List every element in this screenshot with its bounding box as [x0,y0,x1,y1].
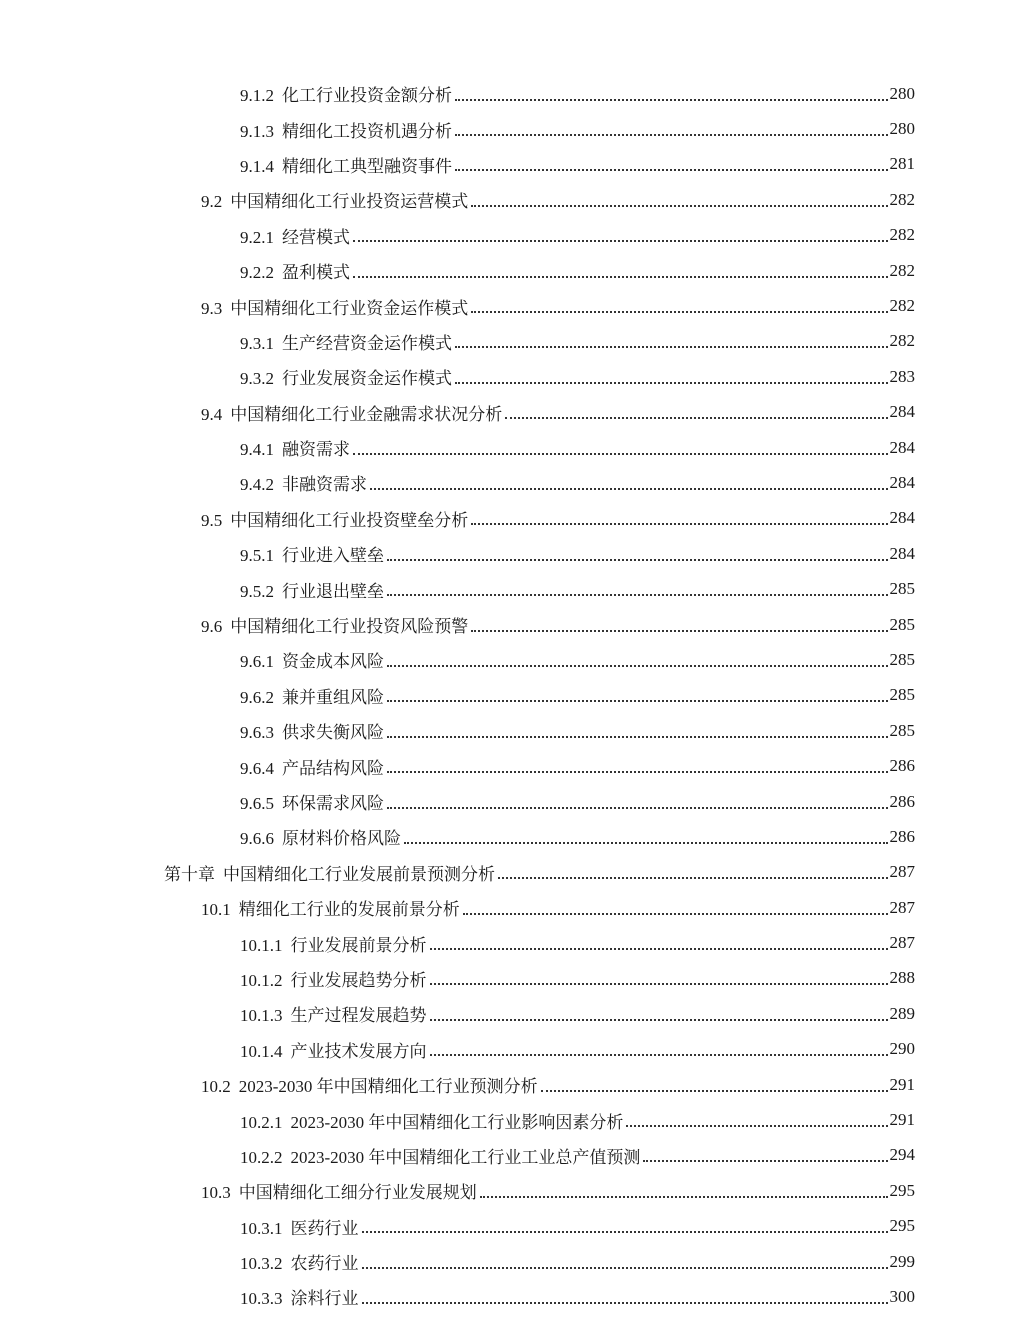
toc-entry-title: 精细化工典型融资事件 [282,156,452,176]
toc-page-number: 282 [889,331,915,351]
toc-entry-number: 9.2 [201,192,223,212]
toc-entry-heading [201,1072,538,1097]
toc-entry[interactable] [0,996,1031,1031]
toc-dot-leader [387,665,888,667]
toc-page-number: 280 [889,119,915,139]
toc-dot-leader [387,559,888,561]
toc-entry[interactable] [0,748,1031,783]
toc-entry[interactable] [0,1279,1031,1314]
toc-entry-number: 9.6.3 [240,723,274,743]
toc-entry-heading [240,470,367,495]
toc-entry[interactable] [0,1032,1031,1067]
toc-page-number: 300 [889,1286,915,1306]
toc-entry-number: 9.6.6 [240,829,274,849]
toc-entry[interactable] [0,571,1031,606]
toc-dot-leader [353,453,888,455]
toc-dot-leader [387,771,888,773]
toc-entry-number: 9.6.5 [240,794,274,813]
toc-dot-leader [480,1196,888,1198]
toc-entry-title: 行业发展趋势分析 [290,970,427,990]
toc-entry-heading [240,1108,623,1133]
toc-entry-number: 10.1.4 [240,1041,283,1061]
toc-dot-leader [455,346,888,348]
toc-entry-heading [240,577,384,602]
toc-entry[interactable] [0,111,1031,146]
toc-page-number: 299 [889,1251,915,1271]
toc-entry-heading [201,294,468,319]
toc-page-number: 288 [889,968,915,988]
toc-entry[interactable] [0,1138,1031,1173]
toc-entry[interactable] [0,713,1031,748]
toc-entry-number: 9.3.2 [240,369,274,389]
toc-entry-heading [201,895,460,920]
toc-page-number: 286 [889,826,915,846]
toc-entry-number: 10.3.1 [240,1218,283,1238]
toc-entry-heading [240,824,401,849]
toc-dot-leader [430,1054,888,1056]
toc-entry-heading [201,187,468,212]
toc-entry-heading [240,329,452,354]
toc-entry-number: 10.3.3 [240,1289,283,1309]
toc-dot-leader [430,1019,888,1021]
toc-dot-leader [362,1231,888,1233]
toc-entry-title: 涂料行业 [290,1289,359,1309]
toc-entry-heading [240,152,452,177]
toc-entry-title: 生产过程发展趋势 [290,1006,427,1026]
toc-entry-title: 产业技术发展方向 [290,1041,427,1061]
toc-entry-heading [164,860,495,885]
toc-entry-title: 医药行业 [290,1218,359,1238]
toc-entry-number: 9.3 [201,298,223,318]
toc-dot-leader [387,736,888,738]
toc-entry-title: 供求失衡风险 [282,723,384,743]
toc-page-number: 285 [889,720,915,740]
toc-entry-number: 9.6.1 [240,652,274,672]
toc-entry-title: 精细化工行业的发展前景分析 [238,900,460,920]
toc-entry-title: 2023-2030 年中国精细化工行业影响因素分析 [290,1112,624,1132]
toc-entry-title: 中国精细化工行业投资壁垒分析 [230,510,469,530]
toc-entry-title: 非融资需求 [282,475,367,495]
toc-entry-title: 兼并重组风险 [282,687,384,707]
toc-page-number: 282 [889,225,915,245]
toc-page-number: 286 [889,756,915,776]
toc-entry-heading [201,506,468,531]
toc-dot-leader [353,276,888,278]
toc-entry-heading [240,931,427,956]
toc-entry-title: 资金成本风险 [282,652,384,672]
toc-dot-leader [463,913,888,915]
toc-entry-heading [240,647,384,672]
toc-entry-title: 中国精细化工细分行业发展规划 [238,1183,477,1203]
toc-entry-title: 中国精细化工行业投资风险预警 [230,617,469,637]
toc-entry[interactable] [0,76,1031,111]
toc-page-number: 295 [889,1216,915,1236]
toc-entry[interactable] [0,678,1031,713]
toc-entry-title: 生产经营资金运作模式 [282,333,452,353]
toc-entry[interactable] [0,253,1031,288]
toc-entry[interactable] [0,324,1031,359]
toc-entry-title: 精细化工投资机遇分析 [282,121,452,141]
toc-entry-number: 9.1.4 [240,156,274,176]
toc-dot-leader [626,1125,887,1127]
toc-dot-leader [455,169,888,171]
toc-entry[interactable] [0,218,1031,253]
toc-dot-leader [455,134,888,136]
toc-page-number: 291 [889,1074,915,1094]
toc-entry-heading [240,1143,640,1168]
toc-entry-number: 10.2.2 [240,1147,283,1167]
toc-entry-number: 9.5.2 [240,581,274,601]
toc-dot-leader [471,205,887,207]
toc-dot-leader [541,1090,888,1092]
toc-entry-number: 9.2.1 [240,227,274,247]
toc-page-number: 287 [889,897,915,917]
toc-dot-leader [471,630,887,632]
toc-entry-number: 10.2.1 [240,1112,283,1132]
toc-entry[interactable] [0,1102,1031,1137]
toc-entry-title: 中国精细化工行业资金运作模式 [230,298,469,318]
toc-entry-title: 盈利模式 [282,263,350,283]
toc-entry[interactable] [0,855,1031,890]
toc-entry-heading [240,81,452,106]
toc-dot-leader [387,594,888,596]
toc-page-number: 284 [889,508,915,528]
toc-entry-number: 9.3.1 [240,333,274,353]
toc-entry-heading [240,754,384,779]
toc-entry-title: 中国精细化工行业金融需求状况分析 [230,404,503,424]
toc-page-number: 290 [889,1039,915,1059]
toc-entry[interactable] [0,359,1031,394]
toc-entry-number: 10.2 [201,1077,231,1097]
toc-page-number: 294 [889,1145,915,1165]
toc-entry-heading [240,117,452,142]
toc-dot-leader [505,417,887,419]
toc-entry-heading [240,718,384,743]
toc-entry[interactable] [0,890,1031,925]
toc-dot-leader [353,240,888,242]
toc-entry-heading [240,683,384,708]
toc-entry-heading [240,435,350,460]
toc-page-number: 284 [889,402,915,422]
toc-entry-heading [240,1284,359,1309]
toc-entry-title: 经营模式 [282,227,350,247]
toc-page-number: 286 [889,791,915,811]
toc-entry-heading [240,223,350,248]
toc-dot-leader [370,488,888,490]
toc-entry-title: 中国精细化工行业发展前景预测分析 [223,864,495,884]
toc-page-number: 284 [889,437,915,457]
toc-page-number: 295 [889,1180,915,1200]
toc-entry-number: 10.3.2 [240,1254,283,1274]
toc-entry[interactable] [0,1173,1031,1208]
toc-entry-heading [201,400,502,425]
toc-page-number: 289 [889,1003,915,1023]
toc-entry[interactable] [0,147,1031,182]
toc-page-number: 283 [889,366,915,386]
toc-dot-leader [455,382,888,384]
toc-entry-number: 10.1 [201,900,231,920]
toc-entry-number: 10.1.1 [240,935,283,955]
toc-page-number: 285 [889,614,915,634]
toc-dot-leader [430,983,888,985]
toc-entry[interactable] [0,1244,1031,1279]
toc-entry-number: 第十章 [164,864,215,884]
toc-entry-heading [240,1214,359,1239]
toc-entry-heading [240,789,384,814]
toc-page-number: 284 [889,543,915,563]
toc-page-number: 282 [889,296,915,316]
toc-page-number: 284 [889,472,915,492]
toc-entry-heading [240,258,350,283]
toc-entry[interactable] [0,288,1031,323]
toc-entry-title: 2023-2030 年中国精细化工行业预测分析 [238,1077,538,1097]
toc-page-number: 287 [889,933,915,953]
toc-entry[interactable] [0,536,1031,571]
toc-dot-leader [471,311,887,313]
toc-entry-number: 9.4 [201,404,223,424]
toc-page-number: 282 [889,189,915,209]
toc-entry-number: 9.6 [201,617,223,637]
toc-entry-title: 原材料价格风险 [282,829,401,849]
toc-entry-number: 9.4.1 [240,440,274,460]
toc-entry-title: 行业进入壁垒 [282,546,384,566]
toc-page-number: 285 [889,649,915,669]
toc-entry[interactable] [0,925,1031,960]
toc-entry-number: 10.1.3 [240,1006,283,1026]
toc-entry[interactable] [0,1067,1031,1102]
toc-dot-leader [498,877,888,879]
table-of-contents [0,76,1031,1315]
toc-entry[interactable] [0,501,1031,536]
toc-entry-title: 融资需求 [282,440,350,460]
toc-entry-heading [240,1037,427,1062]
toc-dot-leader [455,99,888,101]
toc-page-number: 280 [889,83,915,103]
toc-entry-title: 2023-2030 年中国精细化工行业工业总产值预测 [290,1147,641,1167]
toc-dot-leader [362,1267,888,1269]
toc-entry-number: 9.6.4 [240,758,274,778]
toc-entry-number: 9.1.2 [240,86,274,106]
toc-entry-heading [201,612,468,637]
toc-entry-number: 10.1.2 [240,970,283,990]
toc-entry[interactable] [0,819,1031,854]
toc-dot-leader [362,1302,888,1304]
toc-entry[interactable] [0,784,1031,819]
toc-page-number: 281 [889,154,915,174]
toc-page-number: 287 [889,862,915,882]
toc-entry-title: 环保需求风险 [282,794,384,813]
toc-entry-number: 9.6.2 [240,687,274,707]
toc-entry-title: 行业退出壁垒 [282,581,384,601]
toc-entry-heading [201,1178,477,1203]
toc-entry-number: 10.3 [201,1183,231,1203]
toc-page-number: 282 [889,260,915,280]
toc-entry[interactable] [0,395,1031,430]
toc-dot-leader [430,948,888,950]
toc-entry[interactable] [0,465,1031,500]
toc-entry-title: 化工行业投资金额分析 [282,86,452,106]
toc-entry-number: 9.4.2 [240,475,274,495]
toc-entry[interactable] [0,1209,1031,1244]
toc-entry[interactable] [0,961,1031,996]
toc-entry[interactable] [0,642,1031,677]
toc-entry-heading [240,1249,359,1274]
toc-entry[interactable] [0,182,1031,217]
toc-page-number: 291 [889,1110,915,1130]
toc-dot-leader [387,807,888,809]
toc-entry-heading [240,541,384,566]
toc-page-number: 285 [889,579,915,599]
toc-entry-number: 9.2.2 [240,263,274,283]
toc-entry[interactable] [0,607,1031,642]
toc-dot-leader [404,842,888,844]
toc-entry-heading [240,364,452,389]
toc-dot-leader [471,523,887,525]
toc-dot-leader [387,700,888,702]
toc-entry-title: 产品结构风险 [282,758,384,778]
toc-entry-number: 9.5 [201,510,223,530]
toc-entry[interactable] [0,430,1031,465]
toc-entry-title: 农药行业 [290,1254,359,1274]
toc-entry-heading [240,1001,427,1026]
toc-entry-number: 9.5.1 [240,546,274,566]
toc-page-number: 285 [889,685,915,705]
toc-entry-title: 中国精细化工行业投资运营模式 [230,192,469,212]
toc-entry-heading [240,966,427,991]
toc-dot-leader [643,1160,887,1162]
toc-entry-title: 行业发展资金运作模式 [282,369,452,389]
toc-entry-title: 行业发展前景分析 [290,935,427,955]
toc-entry-number: 9.1.3 [240,121,274,141]
